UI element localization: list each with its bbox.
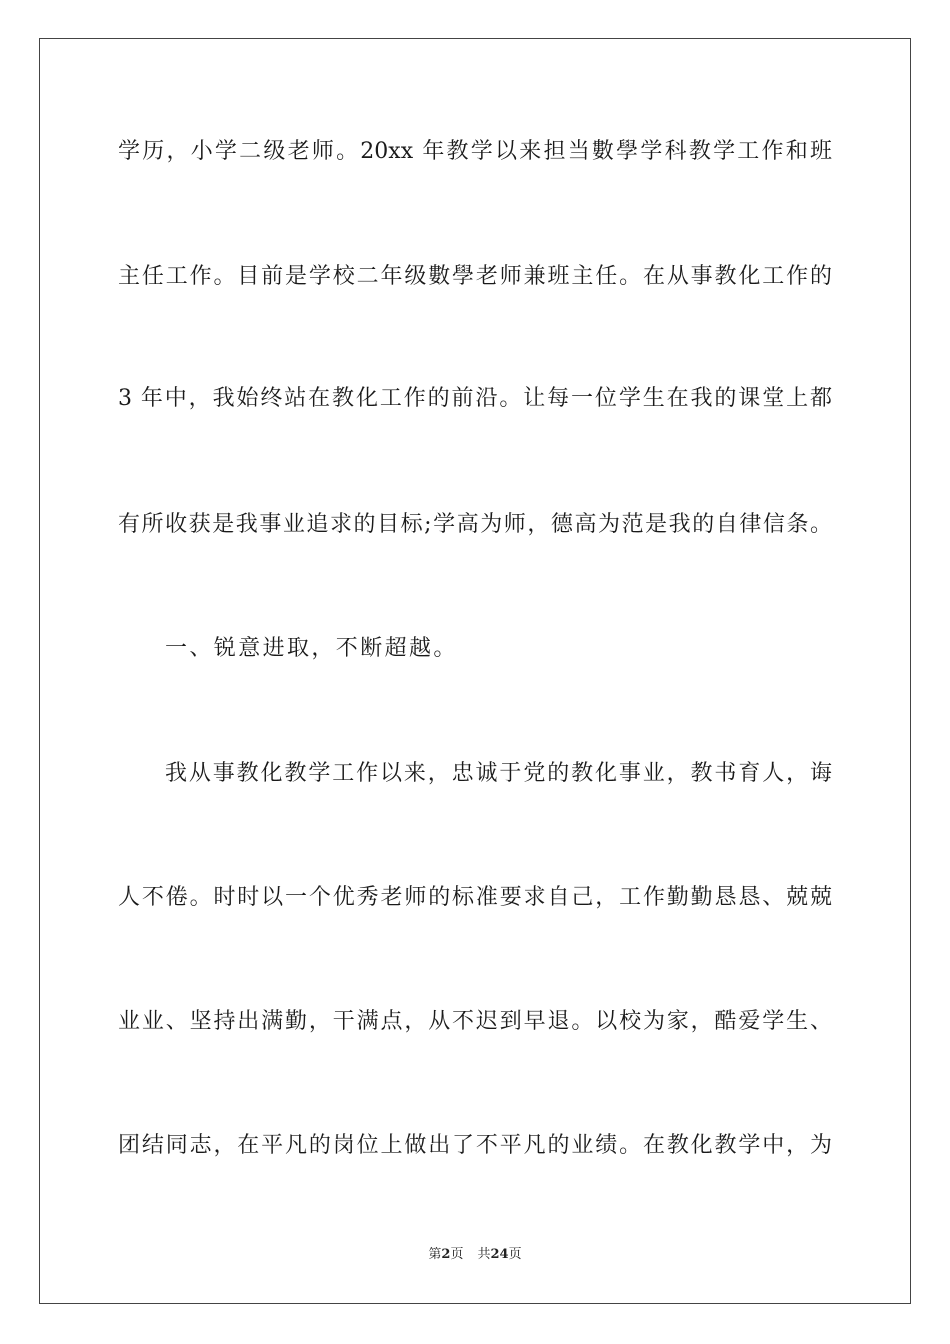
- page-border: [39, 38, 911, 1304]
- total-suffix: 页: [508, 1247, 522, 1262]
- body-line-2: 主任工作。目前是学校二年级數學老师兼班主任。在从事教化工作的: [118, 264, 832, 289]
- section-heading: 一、锐意进取，不断超越。: [165, 636, 458, 661]
- page-prefix: 第: [428, 1247, 442, 1262]
- page-current: 2: [441, 1247, 451, 1262]
- total-prefix: 共: [477, 1247, 491, 1262]
- body-line-3: 3 年中，我始终站在教化工作的前沿。让每一位学生在我的课堂上都: [118, 386, 832, 411]
- page-footer: [0, 1246, 950, 1264]
- body-line-8: 团结同志，在平凡的岗位上做出了不平凡的业绩。在教化教学中，为: [118, 1133, 832, 1158]
- page-total: 24: [490, 1247, 509, 1262]
- body-line-4: 有所收获是我事业追求的目标;学高为师，德高为范是我的自律信条。: [118, 512, 832, 537]
- body-line-1: 学历，小学二级老师。20xx 年教学以来担当數學学科教学工作和班: [118, 139, 832, 164]
- body-line-6: 人不倦。时时以一个优秀老师的标准要求自己，工作勤勤恳恳、兢兢: [118, 885, 832, 910]
- page-suffix: 页: [450, 1247, 464, 1262]
- body-line-7: 业业、坚持出满勤，干满点，从不迟到早退。以校为家，酷爱学生、: [118, 1009, 832, 1034]
- body-line-5: 我从事教化教学工作以来，忠诚于党的教化事业，教书育人，诲: [165, 761, 832, 786]
